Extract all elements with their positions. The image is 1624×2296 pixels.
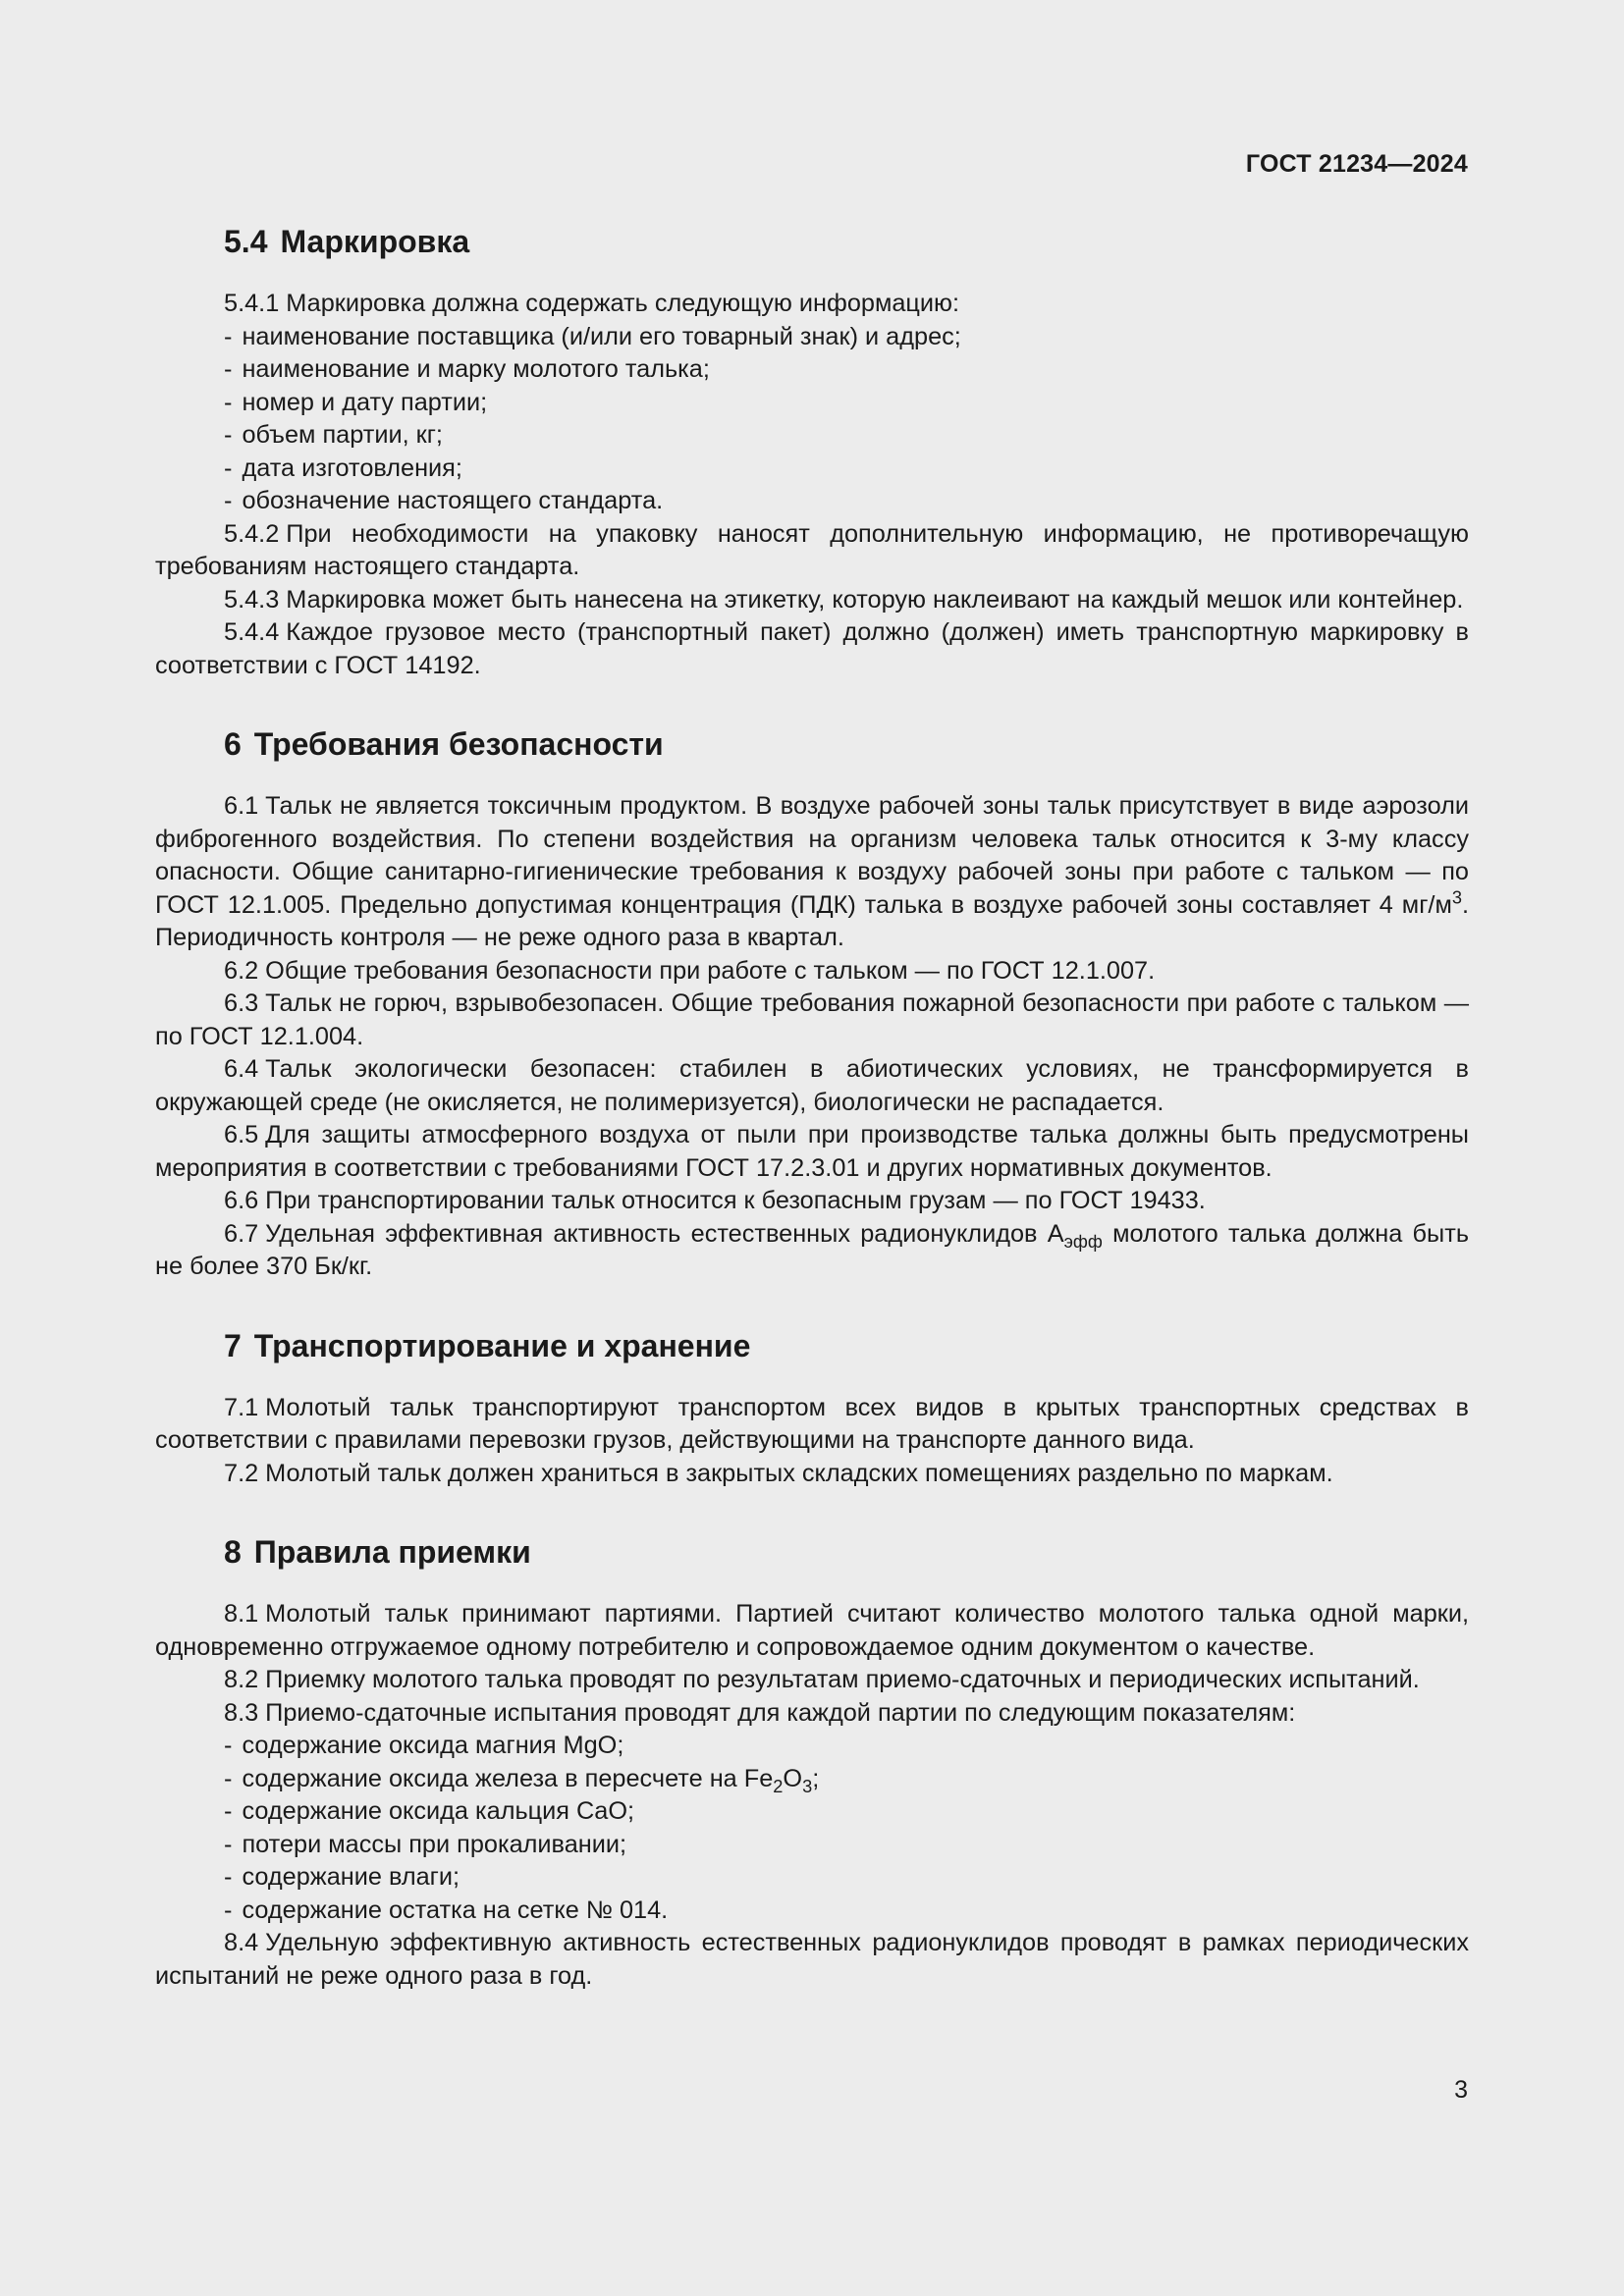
list-item-text: дата изготовления; bbox=[242, 454, 462, 482]
dash-marker: - bbox=[224, 322, 233, 350]
section-title: Требования безопасности bbox=[253, 726, 664, 762]
formula-part: O bbox=[783, 1764, 803, 1792]
paragraph-number: 5.4.3 bbox=[224, 585, 280, 614]
paragraph-number: 6.1 bbox=[224, 792, 259, 820]
paragraph-text: Удельную эффективную активность естественных радионуклидов проводят в рамках периодических испытаний не реже одного раза в год. bbox=[155, 1929, 1469, 1990]
paragraph-number: 5.4.1 bbox=[224, 290, 280, 317]
paragraph-text: Приемо-сдаточные испытания проводят для каждой партии по следующим показателям: bbox=[265, 1698, 1296, 1727]
list-item bbox=[155, 387, 1469, 420]
acceptance-tests-list bbox=[155, 1730, 1469, 1927]
paragraph-8-3 bbox=[155, 1697, 1469, 1731]
paragraph-6-4 bbox=[155, 1053, 1469, 1119]
dash-marker: - bbox=[224, 1863, 233, 1891]
paragraph-text-continued: . Периодичность контроля — не реже одного раза в квартал. bbox=[155, 890, 1469, 951]
paragraph-number: 6.3 bbox=[224, 989, 259, 1017]
section-5-4 bbox=[155, 222, 1469, 682]
dash-marker: - bbox=[224, 1896, 233, 1924]
dash-marker: - bbox=[224, 1797, 233, 1825]
list-item bbox=[155, 353, 1469, 387]
paragraph-text-continued: молотого талька должна быть не более 370 Бк/кг. bbox=[155, 1219, 1469, 1280]
paragraph-5-4-3 bbox=[155, 584, 1469, 617]
list-item bbox=[155, 321, 1469, 354]
list-item-text: содержание оксида железа в пересчете на Fe bbox=[242, 1764, 774, 1792]
list-item-text: содержание оксида кальция CaO; bbox=[242, 1797, 635, 1825]
paragraph-number: 6.5 bbox=[224, 1121, 259, 1148]
paragraph-5-4-2 bbox=[155, 518, 1469, 584]
paragraph-number: 6.6 bbox=[224, 1187, 259, 1214]
dash-marker: - bbox=[224, 1830, 233, 1858]
paragraph-number: 8.1 bbox=[224, 1600, 259, 1628]
section-title: Маркировка bbox=[280, 224, 470, 259]
list-item-text: номер и дату партии; bbox=[242, 388, 488, 416]
paragraph-number: 5.4.2 bbox=[224, 519, 280, 548]
list-item-text: потери массы при прокаливании; bbox=[242, 1830, 627, 1858]
section-6 bbox=[155, 724, 1469, 1284]
paragraph-8-1 bbox=[155, 1598, 1469, 1664]
paragraph-6-5 bbox=[155, 1119, 1469, 1185]
paragraph-6-1 bbox=[155, 790, 1469, 955]
dash-marker: - bbox=[224, 421, 233, 449]
section-heading bbox=[224, 1326, 1469, 1365]
document-header-id: ГОСТ 21234—2024 bbox=[1245, 150, 1468, 178]
section-number: 8 bbox=[224, 1534, 242, 1570]
subscript: 2 bbox=[773, 1776, 784, 1796]
list-item-text: содержание остатка на сетке № 014. bbox=[242, 1896, 669, 1924]
list-item bbox=[155, 1763, 1469, 1796]
list-item-text: содержание влаги; bbox=[242, 1863, 460, 1891]
dash-marker: - bbox=[224, 1764, 233, 1792]
list-item bbox=[155, 453, 1469, 486]
dash-marker: - bbox=[224, 487, 233, 514]
list-item bbox=[155, 1730, 1469, 1763]
list-item-text: обозначение настоящего стандарта. bbox=[242, 487, 664, 514]
paragraph-6-3 bbox=[155, 988, 1469, 1053]
paragraph-text: Маркировка может быть нанесена на этикетку, которую наклеивают на каждый мешок или контейнер. bbox=[286, 585, 1464, 614]
paragraph-text: Маркировка должна содержать следующую информацию: bbox=[286, 290, 960, 317]
paragraph-number: 5.4.4 bbox=[224, 618, 280, 646]
paragraph-number: 7.2 bbox=[224, 1459, 259, 1487]
paragraph-text: Каждое грузовое место (транспортный пакет) должно (должен) иметь транспортную маркировку в соответствии с ГОСТ 14192. bbox=[155, 618, 1469, 679]
paragraph-7-1 bbox=[155, 1392, 1469, 1458]
paragraph-5-4-1 bbox=[155, 288, 1469, 321]
page-number: 3 bbox=[1454, 2076, 1468, 2104]
paragraph-text: Удельная эффективная активность естественных радионуклидов А bbox=[265, 1219, 1064, 1248]
section-number: 6 bbox=[224, 726, 242, 762]
paragraph-text: Молотый тальк транспортируют транспортом всех видов в крытых транспортных средствах в соответствии с правилами перевозки грузов, действующими на транспорте данного вида. bbox=[155, 1393, 1469, 1454]
paragraph-number: 8.3 bbox=[224, 1698, 259, 1727]
dash-marker: - bbox=[224, 355, 233, 383]
paragraph-number: 8.2 bbox=[224, 1666, 259, 1693]
paragraph-7-2 bbox=[155, 1458, 1469, 1491]
section-heading bbox=[224, 222, 1469, 261]
superscript: 3 bbox=[1451, 887, 1462, 908]
dash-marker: - bbox=[224, 388, 233, 416]
paragraph-6-6 bbox=[155, 1185, 1469, 1218]
section-number: 7 bbox=[224, 1327, 242, 1363]
paragraph-text: Общие требования безопасности при работе с тальком — по ГОСТ 12.1.007. bbox=[265, 956, 1156, 985]
section-heading bbox=[224, 1532, 1469, 1572]
dash-marker: - bbox=[224, 1732, 233, 1759]
list-item bbox=[155, 1829, 1469, 1862]
paragraph-number: 6.7 bbox=[224, 1219, 259, 1248]
list-item bbox=[155, 1861, 1469, 1895]
paragraph-text: Для защиты атмосферного воздуха от пыли при производстве талька должны быть предусмотрены мероприятия в соответствии с требованиями ГОСТ 17.2.3.01 и других нормативных документов. bbox=[155, 1121, 1469, 1182]
paragraph-text: При необходимости на упаковку наносят дополнительную информацию, не противоречащую требованиям настоящего стандарта. bbox=[155, 519, 1469, 580]
section-heading bbox=[224, 724, 1469, 764]
paragraph-6-2 bbox=[155, 955, 1469, 988]
list-item-text: наименование и марку молотого талька; bbox=[242, 355, 710, 383]
paragraph-number: 6.2 bbox=[224, 956, 259, 985]
subscript: 3 bbox=[802, 1776, 813, 1796]
document-body bbox=[155, 222, 1469, 1993]
paragraph-number: 6.4 bbox=[224, 1055, 259, 1083]
dash-marker: - bbox=[224, 454, 233, 482]
list-item-text: объем партии, кг; bbox=[242, 421, 443, 449]
section-title: Правила приемки bbox=[253, 1534, 531, 1570]
paragraph-text: Приемку молотого талька проводят по результатам приемо-сдаточных и периодических испытаний. bbox=[265, 1666, 1420, 1693]
paragraph-text: При транспортировании тальк относится к безопасным грузам — по ГОСТ 19433. bbox=[265, 1187, 1206, 1214]
paragraph-6-7 bbox=[155, 1218, 1469, 1284]
list-item bbox=[155, 419, 1469, 453]
paragraph-text: Тальк не горюч, взрывобезопасен. Общие требования пожарной безопасности при работе с тальком — по ГОСТ 12.1.004. bbox=[155, 989, 1469, 1050]
paragraph-number: 7.1 bbox=[224, 1393, 259, 1421]
subscript: эфф bbox=[1063, 1231, 1103, 1252]
list-item bbox=[155, 485, 1469, 518]
list-item bbox=[155, 1795, 1469, 1829]
paragraph-number: 8.4 bbox=[224, 1929, 259, 1956]
section-8 bbox=[155, 1532, 1469, 1993]
list-item-text: содержание оксида магния MgO; bbox=[242, 1732, 624, 1759]
marking-info-list bbox=[155, 321, 1469, 518]
list-item-text-end: ; bbox=[812, 1764, 820, 1792]
paragraph-text: Молотый тальк принимают партиями. Партией считают количество молотого талька одной марки, одновременно отгружаемое одному потребителю и сопровождаемое одним документом о качестве. bbox=[155, 1600, 1469, 1661]
section-number: 5.4 bbox=[224, 224, 268, 259]
paragraph-text: Молотый тальк должен храниться в закрытых складских помещениях раздельно по маркам. bbox=[265, 1459, 1333, 1487]
list-item-text: наименование поставщика (и/или его товарный знак) и адрес; bbox=[242, 322, 961, 350]
paragraph-text: Тальк экологически безопасен: стабилен в абиотических условиях, не трансформируется в окружающей среде (не окисляется, не полимеризуется), биологически не распадается. bbox=[155, 1055, 1469, 1116]
paragraph-5-4-4 bbox=[155, 616, 1469, 682]
paragraph-8-2 bbox=[155, 1664, 1469, 1697]
paragraph-8-4 bbox=[155, 1927, 1469, 1993]
paragraph-text: Тальк не является токсичным продуктом. В воздухе рабочей зоны тальк присутствует в виде аэрозоли фиброгенного воздействия. По степени воздействия на организм человека тальк относится к 3-му классу опасности. Общие санитарно-гигиенические требования к воздуху рабочей зоны при работе с тальком — по ГОСТ 12.1.005. Предельно допустимая концентрация (ПДК) талька в воздухе рабочей зоны составляет 4 мг/м bbox=[155, 792, 1469, 919]
list-item bbox=[155, 1895, 1469, 1928]
section-7 bbox=[155, 1326, 1469, 1491]
section-title: Транспортирование и хранение bbox=[253, 1327, 751, 1363]
